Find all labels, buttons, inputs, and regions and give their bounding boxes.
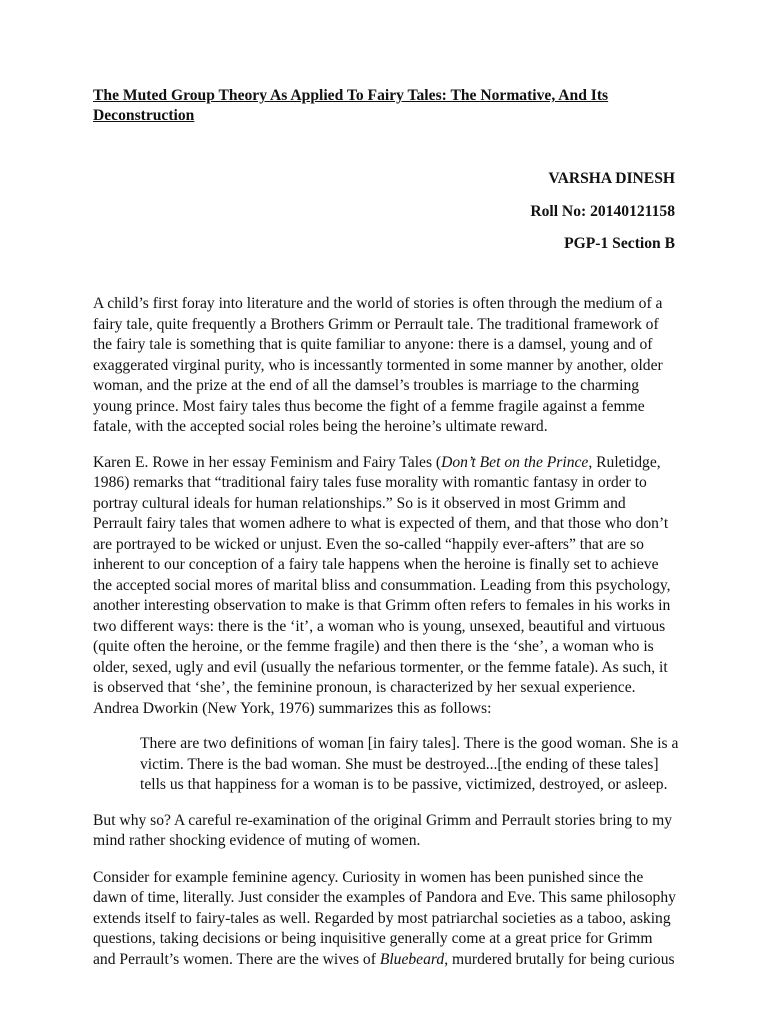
paragraph-rowe-text-1: Karen E. Rowe in her essay Feminism and Fairy Tales ( xyxy=(93,453,442,471)
document-body xyxy=(93,294,677,985)
paragraph-agency-text-2: , murdered brutally for being curious xyxy=(444,950,675,968)
bluebeard-italic: Bluebeard xyxy=(379,950,445,968)
roll-number: Roll No: 20140121158 xyxy=(530,203,675,220)
paragraph-agency-text-1: Consider for example feminine agency. Curiosity in women has been punished since the dawn of time, literally. Just consider the examples of Pandora and Eve. This same philosophy extends itself to fairy-tales as well. Regarded by most patriarchal societies as a taboo, asking questions, taking decisions or being inquisitive generally come at a great price for Grimm and Perrault’s women. There are the wives of xyxy=(93,868,676,968)
dworkin-quote: There are two definitions of woman [in fairy tales]. There is the good woman. She is a victim. There is the bad woman. She must be destroyed...[the ending of these tales] tells us that happiness for a woman is to be passive, victimized, destroyed, or asleep. xyxy=(140,735,679,793)
book-title-italic: Don’t Bet on the Prince xyxy=(441,453,589,471)
paragraph-intro: A child’s first foray into literature and the world of stories is often through the medium of a fairy tale, quite frequently a Brothers Grimm or Perrault tale. The traditional framework of the fairy tale is something that is quite familiar to anyone: there is a damsel, young and of exaggerated virginal purity, who is incessantly tormented in some manner by another, older woman, and the prize at the end of all the damsel’s troubles is marriage to the charming young prince. Most fairy tales thus become the fight of a femme fragile against a femme fatale, with the accepted social roles being the heroine’s ultimate reward. xyxy=(93,295,663,435)
document-title: The Muted Group Theory As Applied To Fairy Tales: The Normative, And Its Deconstruction xyxy=(93,87,609,124)
author-name: VARSHA DINESH xyxy=(548,170,675,187)
paragraph-rowe xyxy=(93,453,677,720)
paragraph-agency xyxy=(93,868,677,971)
section-label: PGP-1 Section B xyxy=(564,235,675,252)
paragraph-rowe-text-2: , Ruletidge, 1986) remarks that “traditional fairy tales fuse morality with romantic fantasy in order to portray cultural ideals for human relationships.” So is it observed in most Grimm and Perrault fairy tales that women adhere to what is expected of them, and that those who don’t are portrayed to be wicked or unjust. Even the so-called “happily ever-afters” that are so inherent to our conception of a fairy tale happens when the heroine is finally set to achieve the accepted social mores of marital bliss and consummation. Leading from this psychology, another interesting observation to make is that Grimm often refers to females in his works in two different ways: there is the ‘it’, a woman who is young, unsexed, beautiful and virtuous (quite often the heroine, or the femme fragile) and then there is the ‘she’, a woman who is older, sexed, ugly and evil (usually the nefarious tormenter, or the femme fatale). As such, it is observed that ‘she’, the feminine pronoun, is characterized by her sexual experience. Andrea Dworkin (New York, 1976) summarizes this as follows: xyxy=(93,453,671,717)
paragraph-why: But why so? A careful re-examination of the original Grimm and Perrault stories bring to my mind rather shocking evidence of muting of women. xyxy=(93,811,673,849)
